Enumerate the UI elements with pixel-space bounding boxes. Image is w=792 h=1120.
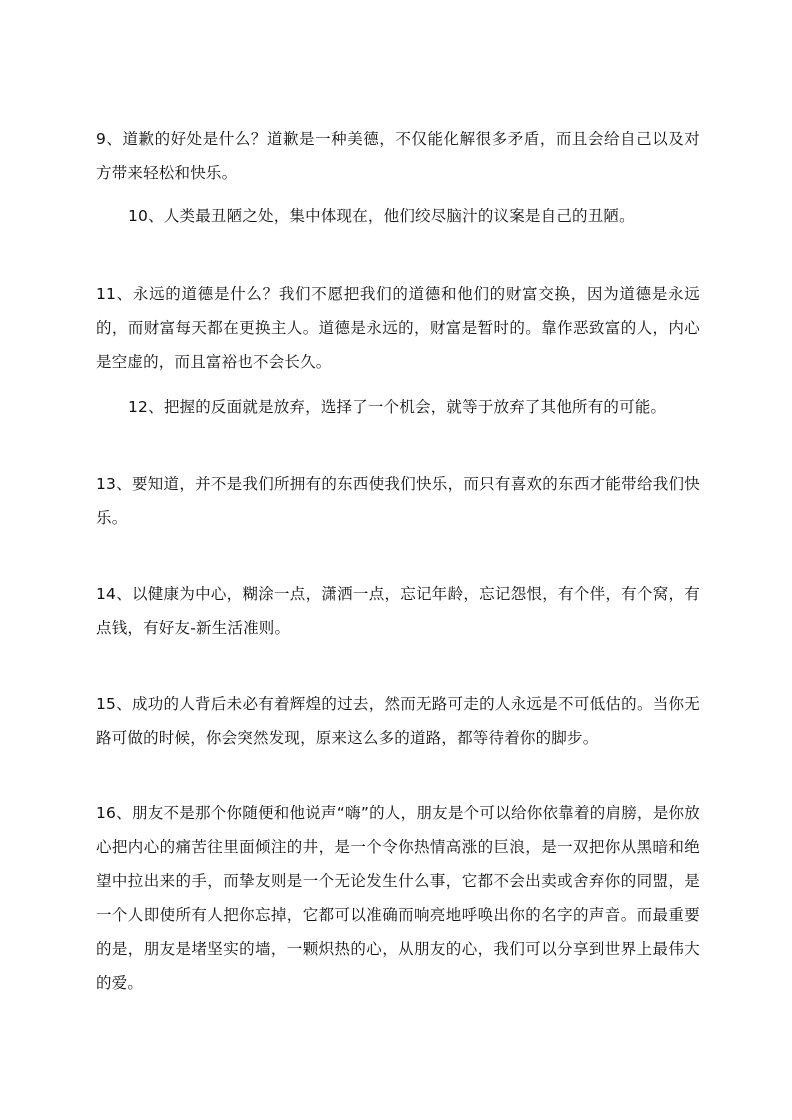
paragraph-14: 14、以健康为中心，糊涂一点，潇洒一点，忘记年龄，忘记怨恨，有个伴，有个窝，有点钱，有好友-新生活准则。 <box>96 585 700 637</box>
paragraph-15: 15、成功的人背后未必有着辉煌的过去，然而无路可走的人永远是不可低估的。当你无路可做的时候，你会突然发现，原来这么多的道路，都等待着你的脚步。 <box>96 695 700 747</box>
paragraph-10: 10、人类最丑陋之处，集中体现在，他们绞尽脑汁的议案是自己的丑陋。 <box>128 207 635 225</box>
paragraph-13: 13、要知道，并不是我们所拥有的东西使我们快乐，而只有喜欢的东西才能带给我们快乐。 <box>96 475 700 527</box>
paragraph-12: 12、把握的反面就是放弃，选择了一个机会，就等于放弃了其他所有的可能。 <box>128 398 667 416</box>
paragraph-11: 11、永远的道德是什么？我们不愿把我们的道德和他们的财富交换，因为道德是永远的，而财富每天都在更换主人。道德是永远的，财富是暂时的。靠作恶致富的人，内心是空虚的，而且富裕也不会长久。 <box>96 285 700 371</box>
paragraph-9: 9、道歉的好处是什么？道歉是一种美德，不仅能化解很多矛盾，而且会给自己以及对方带来轻松和快乐。 <box>96 130 700 182</box>
paragraph-16: 16、朋友不是那个你随便和他说声“嗨”的人，朋友是个可以给你依靠着的肩膀，是你放心把内心的痛苦往里面倾注的井，是一个令你热情高涨的巨浪，是一双把你从黑暗和绝望中拉出来的手，而挚友则是一个无论发生什么事，它都不会出卖或舍弃你的同盟，是一个人即使所有人把你忘掉，它都可以准确而响亮地呼唤出你的名字的声音。而最重要的是，朋友是堵坚实的墙，一颗炽热的心，从朋友的心，我们可以分享到世界上最伟大的爱。 <box>96 804 700 992</box>
